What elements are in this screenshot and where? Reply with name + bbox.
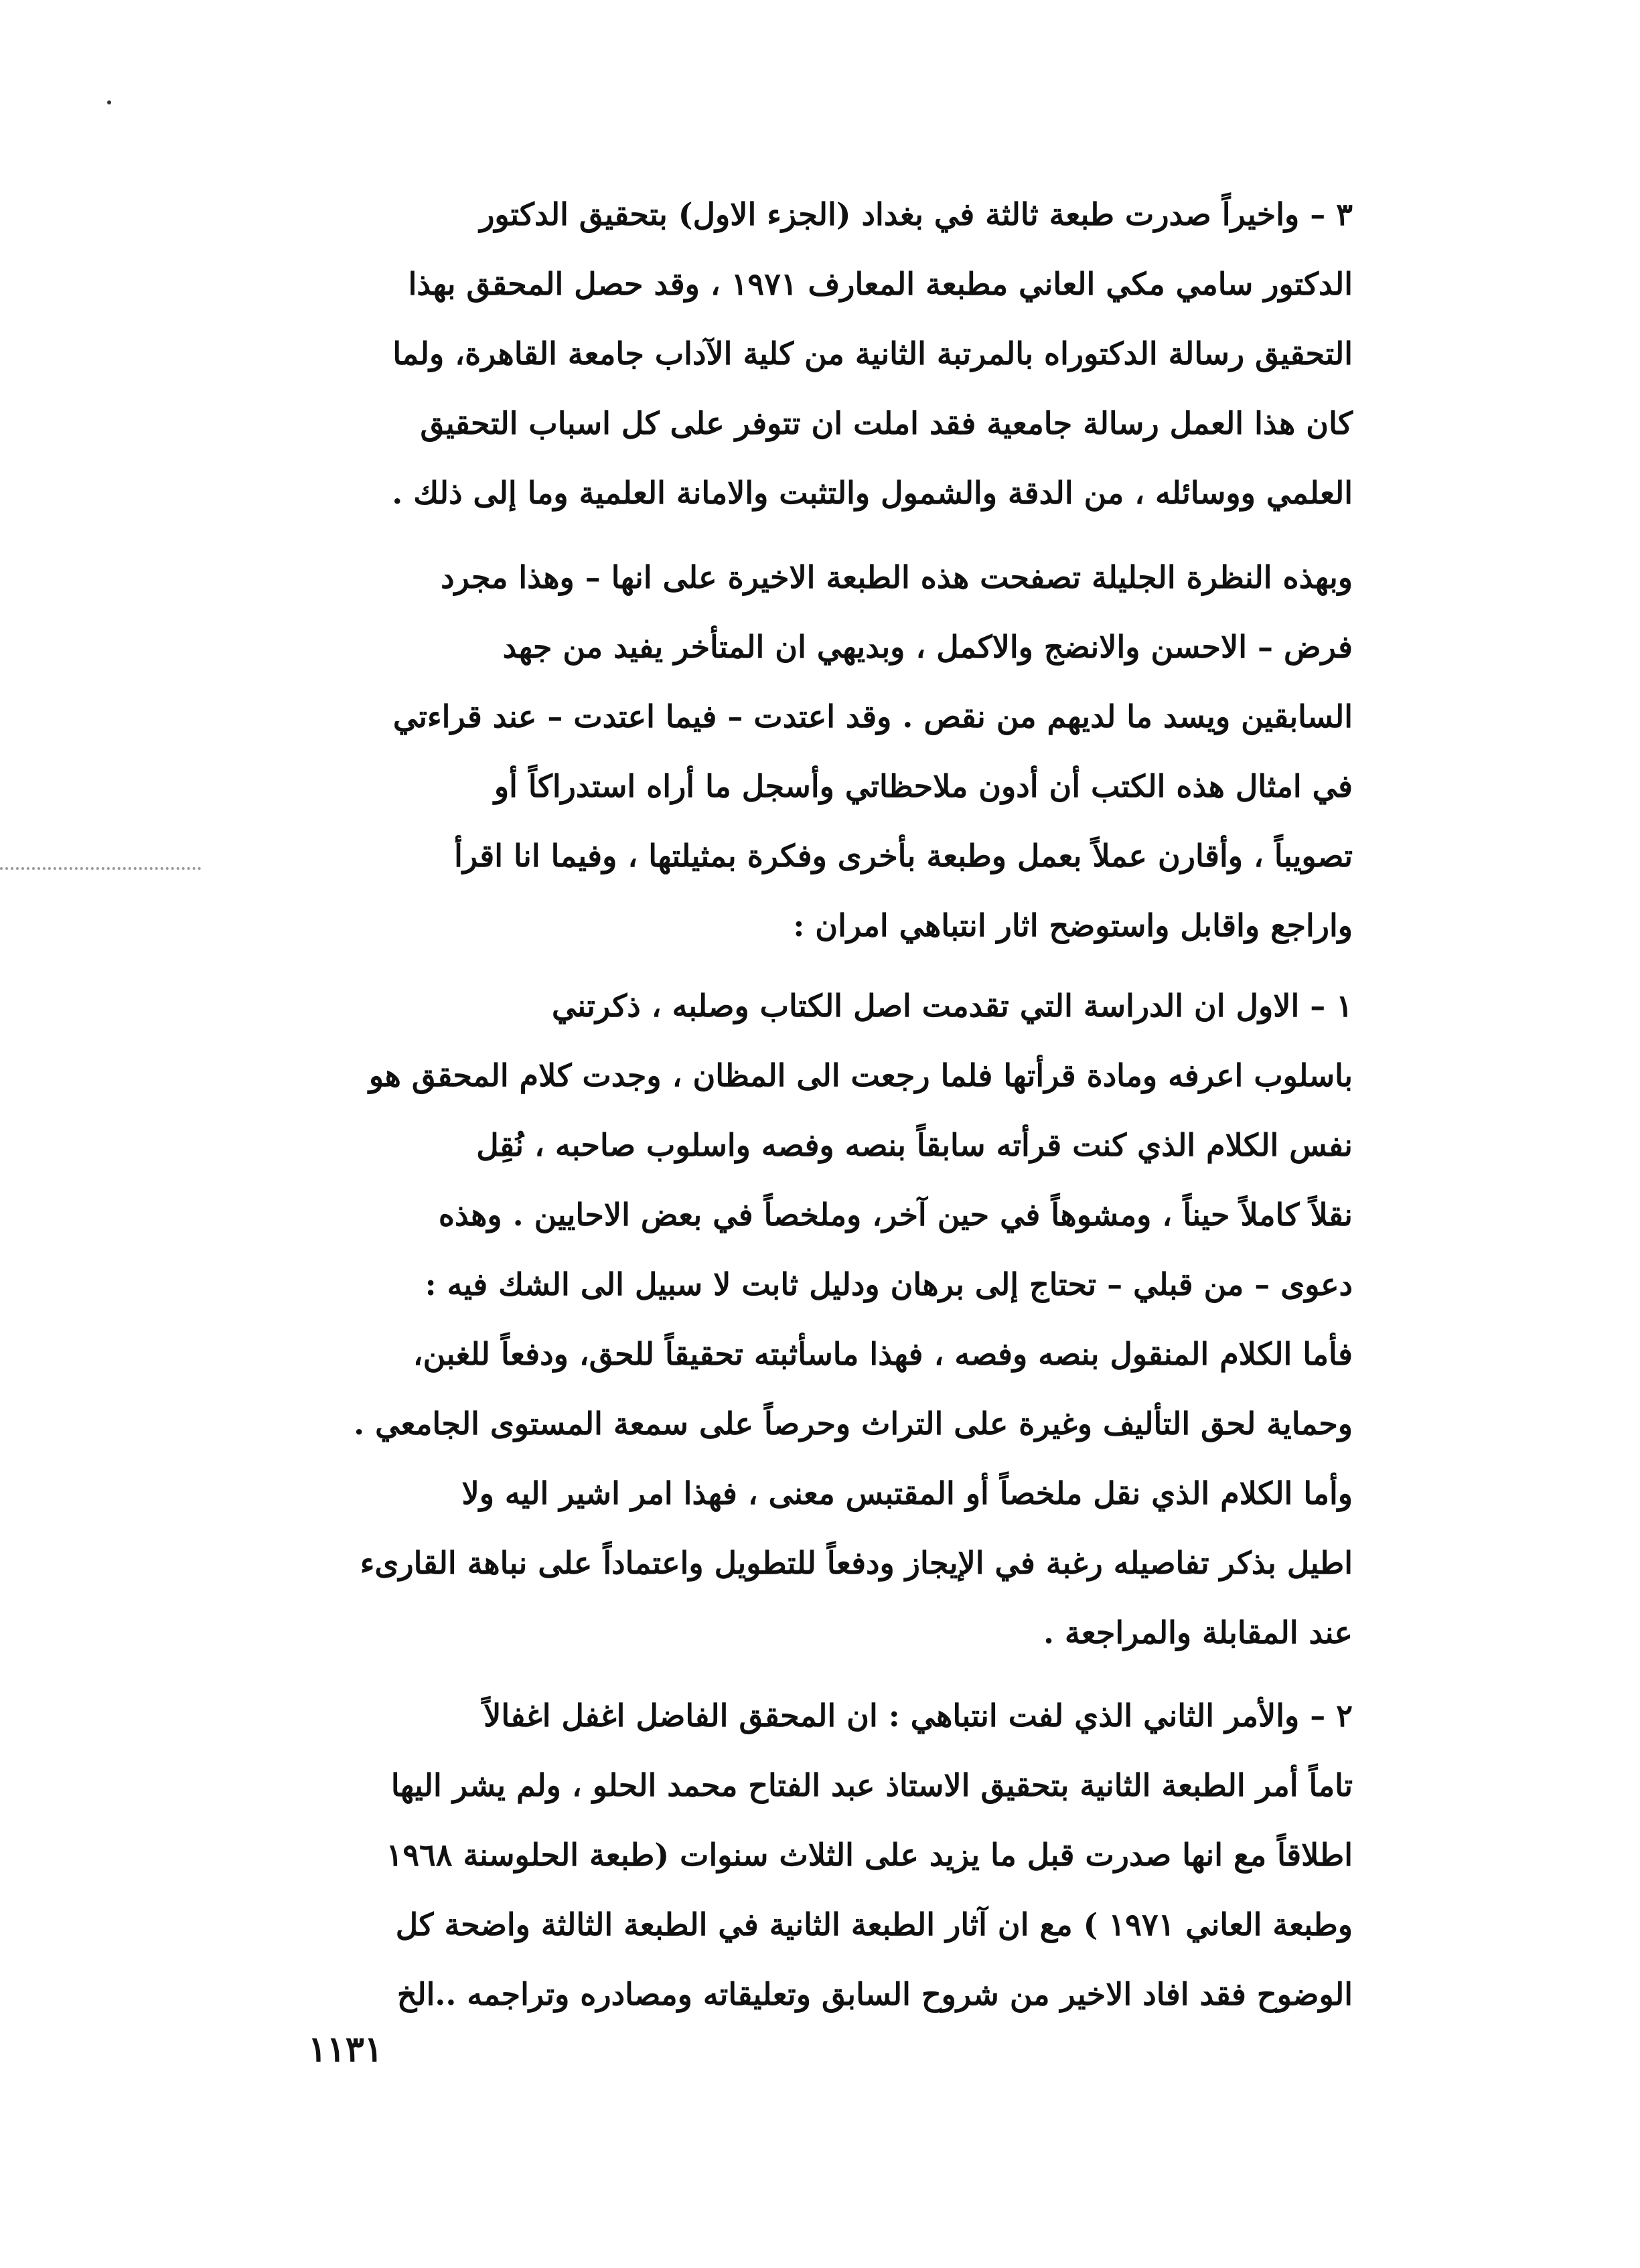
text-line: واراجع واقابل واستوضح اثار انتباهي امران : bbox=[793, 907, 1353, 943]
paragraph-review-intro bbox=[241, 542, 1353, 960]
text-line: فرض – الاحسن والانضج والاكمل ، وبديهي ان المتأخر يفيد من جهد bbox=[502, 629, 1353, 665]
text-line: اطلاقاً مع انها صدرت قبل ما يزيد على الثلاث سنوات (طبعة الحلوسنة ١٩٦٨ bbox=[386, 1837, 1353, 1873]
text-line: تصويباً ، وأقارن عملاً بعمل وطبعة بأخرى وفكرة بمثيلتها ، وفيما انا اقرأ bbox=[454, 838, 1353, 874]
text-line: السابقين ويسد ما لديهم من نقص . وقد اعتدت – فيما اعتدت – عند قراءتي bbox=[392, 698, 1353, 735]
scan-speck bbox=[107, 100, 111, 104]
text-line: وبهذه النظرة الجليلة تصفحت هذه الطبعة الاخيرة على انها – وهذا مجرد bbox=[441, 559, 1353, 595]
text-line: كان هذا العمل رسالة جامعية فقد املت ان تتوفر على كل اسباب التحقيق bbox=[420, 405, 1353, 441]
paragraph-first-point bbox=[241, 971, 1353, 1667]
text-line: ٣ – واخيراً صدرت طبعة ثالثة في بغداد (الجزء الاول) بتحقيق الدكتور bbox=[479, 196, 1353, 232]
paragraph-second-point bbox=[241, 1681, 1353, 2029]
text-line: وأما الكلام الذي نقل ملخصاً أو المقتبس معنى ، فهذا امر اشير اليه ولا bbox=[461, 1475, 1353, 1511]
text-line: وحماية لحق التأليف وغيرة على التراث وحرصاً على سمعة المستوى الجامعي . bbox=[354, 1406, 1353, 1442]
text-line: نفس الكلام الذي كنت قرأته سابقاً بنصه وفصه واسلوب صاحبه ، نُقِل bbox=[476, 1127, 1353, 1163]
text-line: دعوى – من قبلي – تحتاج إلى برهان ودليل ثابت لا سبيل الى الشك فيه : bbox=[425, 1266, 1353, 1302]
text-line: التحقيق رسالة الدكتوراه بالمرتبة الثانية من كلية الآداب جامعة القاهرة، ولما bbox=[392, 335, 1353, 372]
text-line: نقلاً كاملاً حيناً ، ومشوهاً في حين آخر، وملخصاً في بعض الاحايين . وهذه bbox=[438, 1197, 1353, 1233]
text-line: العلمي ووسائله ، من الدقة والشمول والتثبت والامانة العلمية وما إلى ذلك . bbox=[392, 475, 1353, 511]
text-line: ١ – الاول ان الدراسة التي تقدمت اصل الكتاب وصلبه ، ذكرتني bbox=[551, 988, 1353, 1024]
text-line: الوضوح فقد افاد الاخير من شروح السابق وتعليقاته ومصادره وتراجمه ..الخ bbox=[396, 1976, 1353, 2012]
paragraph-third-edition bbox=[241, 179, 1353, 528]
scan-artifact-line bbox=[0, 867, 201, 873]
text-line: الدكتور سامي مكي العاني مطبعة المعارف ١٩٧١ ، وقد حصل المحقق بهذا bbox=[408, 266, 1353, 302]
page-number: ١١٣١ bbox=[308, 2029, 383, 2070]
text-line: في امثال هذه الكتب أن أدون ملاحظاتي وأسجل ما أراه استدراكاً أو bbox=[494, 768, 1353, 804]
text-line: تاماً أمر الطبعة الثانية بتحقيق الاستاذ عبد الفتاح محمد الحلو ، ولم يشر اليها bbox=[390, 1767, 1353, 1803]
text-line: ٢ – والأمر الثاني الذي لفت انتباهي : ان المحقق الفاضل اغفل اغفالاً bbox=[483, 1697, 1353, 1734]
text-line: وطبعة العاني ١٩٧١ ) مع ان آثار الطبعة الثانية في الطبعة الثالثة واضحة كل bbox=[395, 1906, 1353, 1943]
text-line: عند المقابلة والمراجعة . bbox=[1043, 1614, 1353, 1651]
text-line: باسلوب اعرفه ومادة قرأتها فلما رجعت الى المظان ، وجدت كلام المحقق هو bbox=[368, 1057, 1353, 1093]
text-line: فأما الكلام المنقول بنصه وفصه ، فهذا ماسأثبته تحقيقاً للحق، ودفعاً للغبن، bbox=[413, 1336, 1353, 1372]
text-line: اطيل بذكر تفاصيله رغبة في الإيجاز ودفعاً للتطويل واعتماداً على نباهة القارىء bbox=[360, 1545, 1353, 1581]
